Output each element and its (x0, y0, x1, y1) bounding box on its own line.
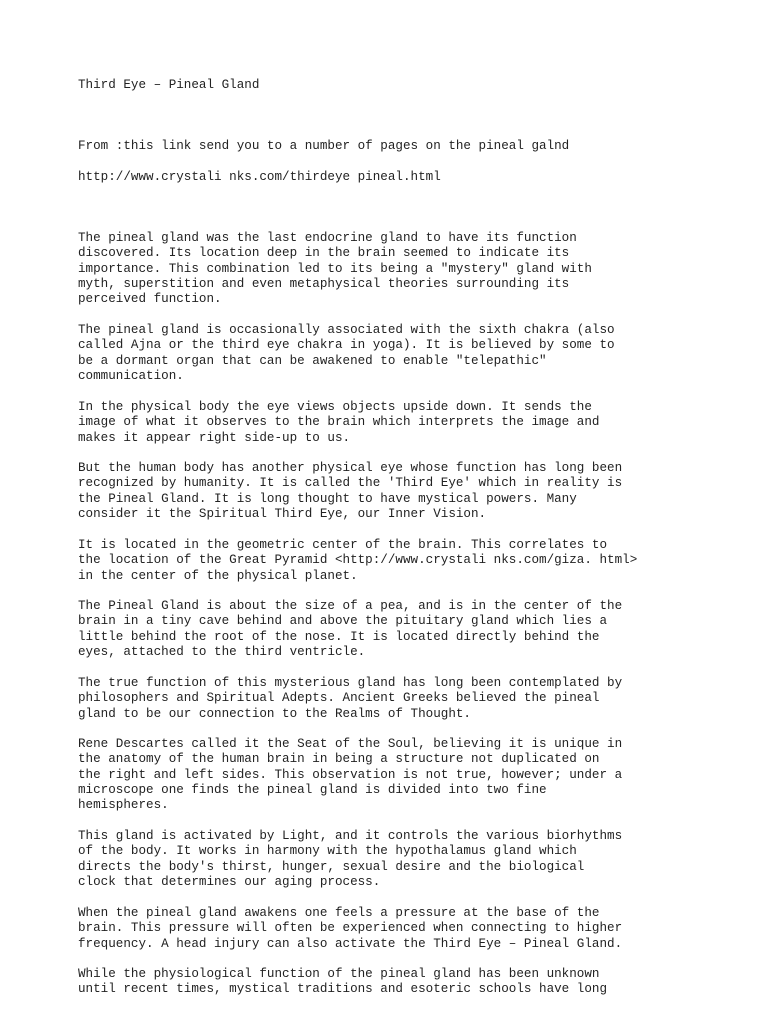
paragraph-8: Rene Descartes called it the Seat of the Soul, believing it is unique in the anatomy of the human brain in being a structure not duplicated on the right and left sides. This observation is not true, however; under a microscope one finds the pineal gland is divided into two fine hemispheres. (78, 737, 623, 813)
paragraph-10: When the pineal gland awakens one feels a pressure at the base of the brain. This pressure will often be experienced when connecting to higher frequency. A head injury can also activate the Third Eye – Pineal Gland. (78, 906, 623, 951)
paragraph-9: This gland is activated by Light, and it controls the various biorhythms of the body. It works in harmony with the hypothalamus gland which directs the body's thirst, hunger, sexual desire and the biological clock that determines our aging process. (78, 829, 623, 889)
document-title: Third Eye – Pineal Gland (78, 78, 260, 92)
source-line: From :this link send you to a number of pages on the pineal galnd (78, 139, 570, 153)
paragraph-11: While the physiological function of the pineal gland has been unknown until recent times, mystical traditions and esoteric schools have long (78, 967, 608, 997)
paragraph-3: In the physical body the eye views objects upside down. It sends the image of what it observes to the brain which interprets the image and makes it appear right side-up to us. (78, 400, 600, 445)
paragraph-1: The pineal gland was the last endocrine gland to have its function discovered. Its location deep in the brain seemed to indicate its importance. This combination led to its being a "mystery" gland with myth, superstition and even metaphysical theories surrounding its perceived function. (78, 231, 592, 307)
paragraph-5: It is located in the geometric center of the brain. This correlates to the location of the Great Pyramid <http://www.crystali nks.com/giza. html> in the center of the physical planet. (78, 538, 638, 583)
source-url: http://www.crystali nks.com/thirdeye pineal.html (78, 170, 441, 184)
paragraph-6: The Pineal Gland is about the size of a pea, and is in the center of the brain in a tiny cave behind and above the pituitary gland which lies a little behind the root of the nose. It is located directly behind the eyes, attached to the third ventricle. (78, 599, 623, 659)
paragraph-4: But the human body has another physical eye whose function has long been recognized by humanity. It is called the 'Third Eye' which in reality is the Pineal Gland. It is long thought to have mystical powers. Many consider it the Spiritual Third Eye, our Inner Vision. (78, 461, 623, 521)
paragraph-7: The true function of this mysterious gland has long been contemplated by philosophers and Spiritual Adepts. Ancient Greeks believed the pineal gland to be our connection to the Realms of Thought. (78, 676, 623, 721)
paragraph-2: The pineal gland is occasionally associated with the sixth chakra (also called Ajna or the third eye chakra in yoga). It is believed by some to be a dormant organ that can be awakened to enable "telepathic" communication. (78, 323, 615, 383)
